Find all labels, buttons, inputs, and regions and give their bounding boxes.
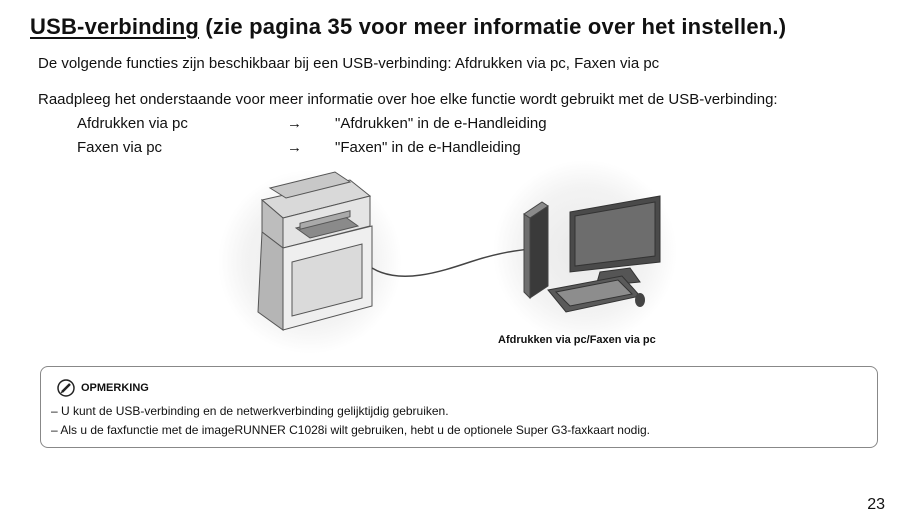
function-name: Faxen via pc xyxy=(77,139,163,156)
computer-tower-icon xyxy=(524,202,548,298)
pencil-icon xyxy=(57,379,75,397)
arrow-icon: → xyxy=(287,139,302,156)
refer-text: Raadpleeg het onderstaande voor meer informatie over hoe elke functie wordt gebruikt met de USB-verbinding: xyxy=(38,91,778,108)
page-number: 23 xyxy=(867,496,885,513)
note-title: OPMERKING xyxy=(81,382,149,394)
function-reference: "Afdrukken" in de e-Handleiding xyxy=(335,115,547,132)
heading-rest: (zie pagina 35 voor meer informatie over het instellen.) xyxy=(199,14,787,39)
note-header xyxy=(57,379,149,397)
heading-usb-verbinding: USB-verbinding xyxy=(30,14,200,39)
function-reference: "Faxen" in de e-Handleiding xyxy=(335,139,521,156)
mouse-icon xyxy=(635,293,645,307)
function-name: Afdrukken via pc xyxy=(77,115,188,132)
note-item: – U kunt de USB-verbinding en de netwerkverbinding gelijktijdig gebruiken. xyxy=(51,404,449,418)
note-item: – Als u de faxfunctie met de imageRUNNER C1028i wilt gebruiken, hebt u de optionele Super G3-faxkaart nodig. xyxy=(51,423,651,437)
intro-text: De volgende functies zijn beschikbaar bij een USB-verbinding: Afdrukken via pc, Faxen via pc xyxy=(38,55,660,72)
note-box xyxy=(40,366,878,448)
illustration-caption: Afdrukken via pc/Faxen via pc xyxy=(498,334,656,346)
arrow-icon: → xyxy=(287,115,302,132)
